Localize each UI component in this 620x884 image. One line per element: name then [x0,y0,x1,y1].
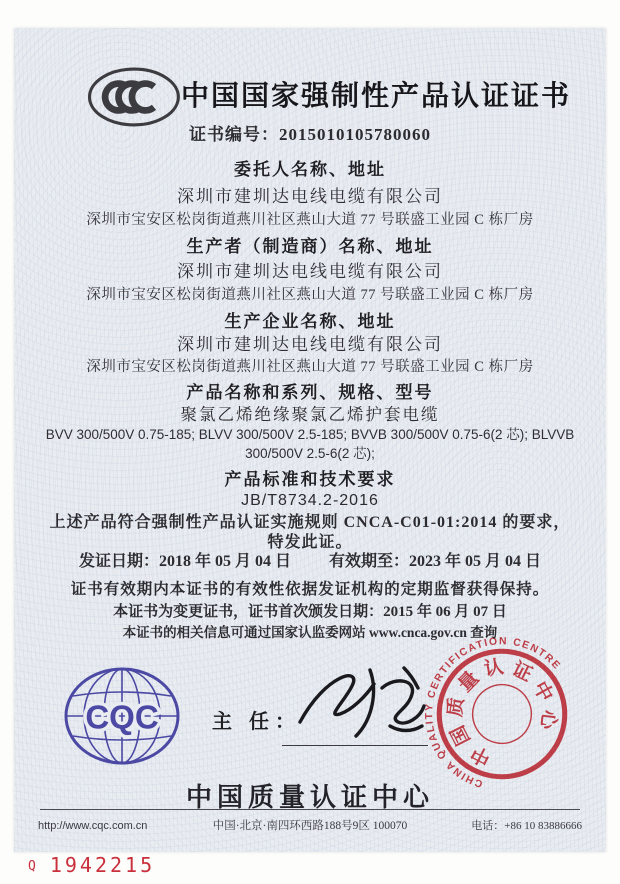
date-line [14,552,606,572]
manufacturer-heading: 生产者（制造商）名称、地址 [186,237,434,256]
info-note: 本证书的相关信息可通过国家认监委网站 www.cnca.gov.cn 查询 [122,625,498,640]
stamp-char: 国 [447,721,475,749]
product-name: 聚氯乙烯绝缘聚氯乙烯护套电缆 [180,405,440,424]
serial-prefix: Q [28,859,36,874]
stamp-char: 中 [467,741,495,769]
applicant-company: 深圳市建圳达电线电缆有限公司 [177,187,443,206]
standard-heading: 产品标准和技术要求 [224,470,396,489]
org-name: 中国质量认证中心 [185,783,434,812]
certificate-number-value: 2015010105780060 [279,125,431,144]
manufacturer-address: 深圳市宝安区松岗街道燕川社区燕山大道 77 号联盛工业园 C 栋厂房 [86,287,534,303]
statement-line-2: 特发此证。 [267,534,353,551]
product-spec: BVV 300/500V 0.75-185; BLVV 300/500V 2.5-185; BVVB 300/500V 0.75-6(2 芯); BLVVB 300/500V 2.5-6(2 芯); [45,427,575,461]
certificate-number [14,124,606,145]
footer-website: http://www.cqc.com.cn [38,820,148,832]
footer [38,817,582,833]
factory-address: 深圳市宝安区松岗街道燕川社区燕山大道 77 号联盛工业园 C 栋厂房 [86,359,534,375]
expiry-date: 有效期至：2023 年 05 月 04 日 [329,553,542,570]
applicant-address: 深圳市宝安区松岗街道燕川社区燕山大道 77 号联盛工业园 C 栋厂房 [86,212,534,228]
cqc-logo-text: CQC [85,698,159,736]
statement-line-1: 上述产品符合强制性产品认证实施规则 CNCA-C01-01:2014 的要求， [49,514,571,531]
footer-phone: 电话：+86 10 83886666 [471,820,582,832]
stamp-char: 量 [454,667,484,697]
change-note: 本证书为变更证书，证书首次颁发日期：2015 年 06 月 07 日 [113,604,507,620]
issue-date: 发证日期：2018 年 05 月 04 日 [78,553,291,570]
factory-company: 深圳市建圳达电线电缆有限公司 [177,335,443,354]
stamp-char: 认 [482,656,506,681]
applicant-heading: 委托人名称、地址 [234,160,386,179]
product-heading: 产品名称和系列、规格、型号 [186,383,434,402]
stamp-outer-text: CHINA QUALITY CERTIFICATION CENTRE [424,636,563,789]
footer-divider [40,809,580,810]
stamp-char: 证 [508,658,536,687]
serial-number [28,853,155,877]
director-label: 主 任： [212,711,301,733]
footer-address: 中国·北京·南四环西路188号9区 100070 [212,820,408,832]
serial-digits: 1942215 [49,853,156,877]
factory-heading: 生产企业名称、地址 [224,312,396,331]
stamp-char: 心 [536,708,560,731]
validity-note: 证书有效期内本证书的有效性依据发证机构的定期监督获得保持。 [70,581,550,598]
cqc-red-stamp [416,628,588,800]
certificate-paper [14,28,606,852]
cqc-logo-icon [62,665,182,767]
certificate-number-label: 证书编号： [189,125,279,144]
ccc-mark-icon [86,66,186,128]
stamp-char: 质 [444,696,469,719]
stamp-char: 中 [528,678,557,706]
manufacturer-company: 深圳市建圳达电线电缆有限公司 [177,262,443,281]
certificate-title: 中国国家强制性产品认证证书 [180,81,571,112]
standard-value: JB/T8734.2-2016 [241,492,379,509]
